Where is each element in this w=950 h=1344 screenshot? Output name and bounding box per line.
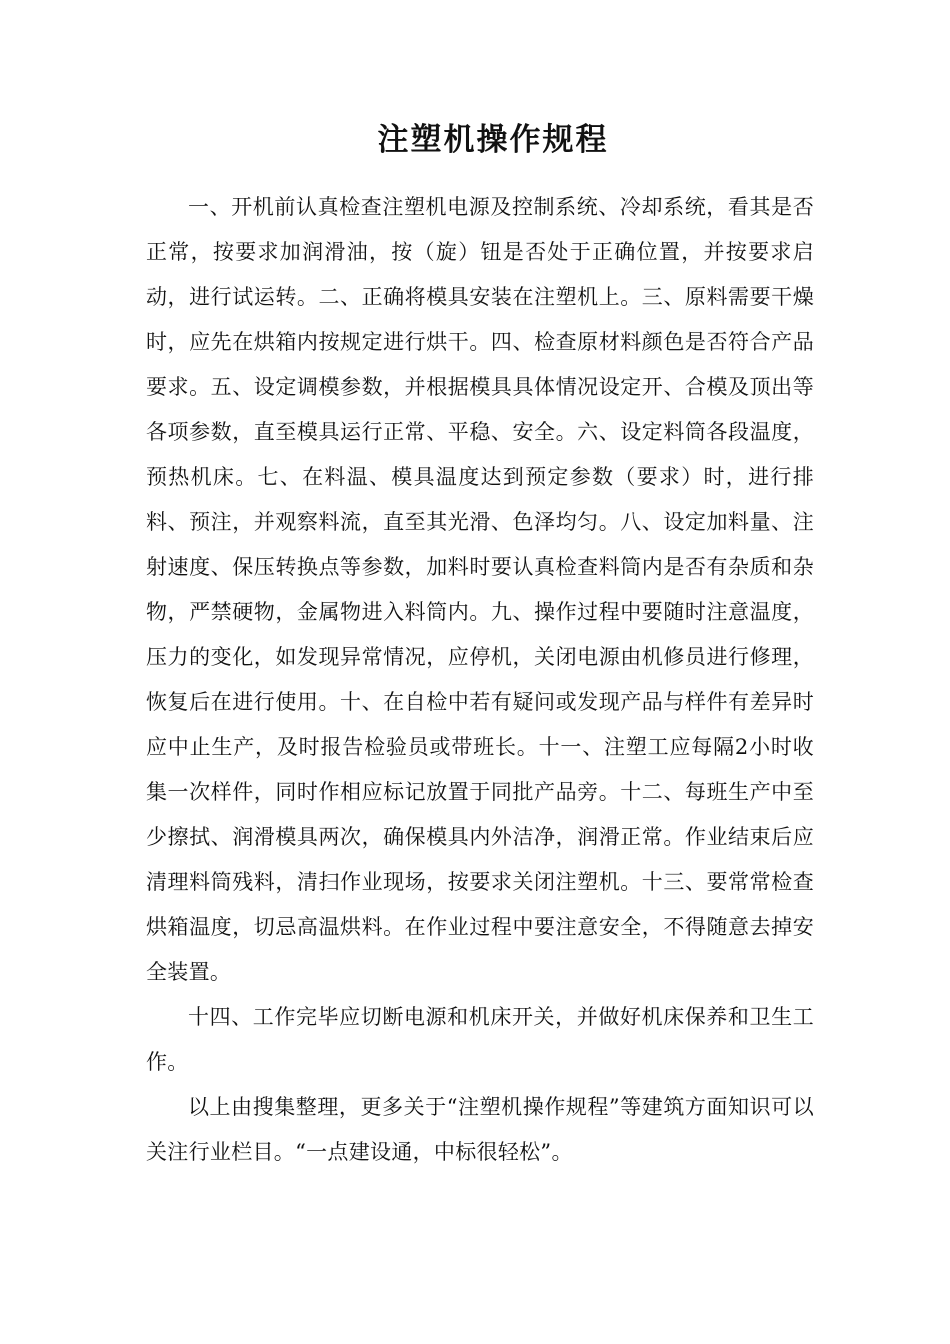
paragraph-footer-note: 以上由搜集整理，更多关于“注塑机操作规程”等建筑方面知识可以关注行业栏目。“一点建设通，中标很轻松”。 xyxy=(146,1095,814,1164)
paragraph-procedures: 一、开机前认真检查注塑机电源及控制系统、冷却系统，看其是否正常，按要求加润滑油，按（旋）钮是否处于正确位置，并按要求启动，进行试运转。二、正确将模具安装在注塑机上。三、原料需要干燥时，应先在烘箱内按规定进行烘干。四、检查原材料颜色是否符合产品要求。五、设定调模参数，并根据模具具体情况设定开、合模及顶出等各项参数，直至模具运行正常、平稳、安全。六、设定料筒各段温度，预热机床。七、在料温、模具温度达到预定参数（要求）时，进行排料、预注，并观察料流，直至其光滑、色泽均匀。八、设定加料量、注射速度、保压转换点等参数，加料时要认真检查料筒内是否有杂质和杂物，严禁硬物，金属物进入料筒内。九、操作过程中要随时注意温度，压力的变化，如发现异常情况，应停机，关闭电源由机修员进行修理，恢复后在进行使用。十、在自检中若有疑问或发现产品与样件有差异时应中止生产，及时报告检验员或带班长。十一、注塑工应每隔2小时收集一次样件，同时作相应标记放置于同批产品旁。十二、每班生产中至少擦拭、润滑模具两次，确保模具内外洁净，润滑正常。作业结束后应清理料筒残料，清扫作业现场，按要求关闭注塑机。十三、要常常检查烘箱温度，切忌高温烘料。在作业过程中要注意安全，不得随意去掉安全装置。 xyxy=(146,195,814,984)
document-title: 注塑机操作规程 xyxy=(377,122,609,158)
paragraph-shutdown: 十四、工作完毕应切断电源和机床开关，并做好机床保养和卫生工作。 xyxy=(146,1005,814,1074)
document-body xyxy=(146,185,814,1175)
